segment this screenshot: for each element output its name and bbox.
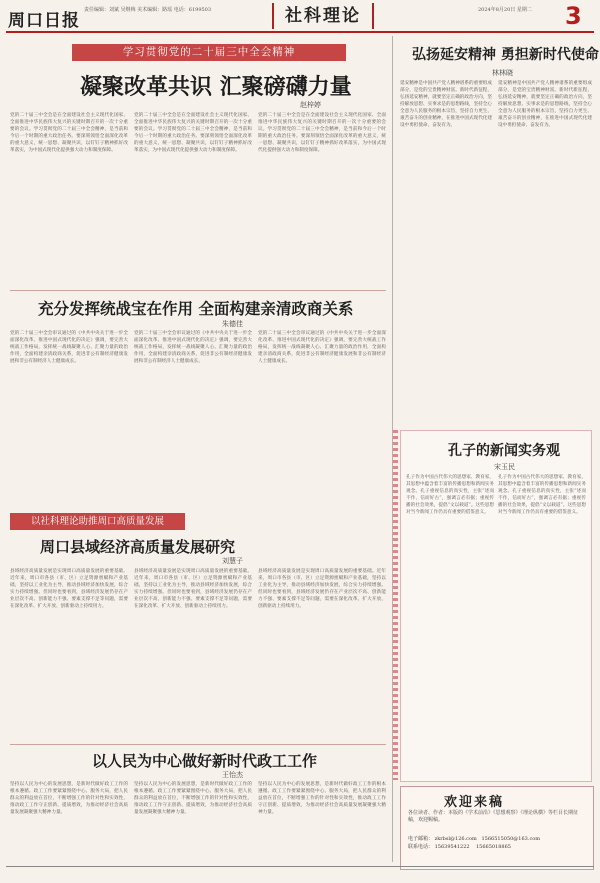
ornament-border	[393, 430, 398, 780]
article2-body-col3: 党的二十届三中全会审议通过的《中共中央关于进一步全面深化改革、推进中国式现代化的决定》强调，要完善大统战工作格局，发挥统一战线凝聚人心、汇聚力量的政治作用，全面构建亲清政商关系，促进非公有制经济健康发展和非公有制经济人士健康成长。	[258, 331, 386, 364]
article2-title[interactable]: 充分发挥统战宝在作用 全面构建亲清政商关系	[38, 299, 354, 318]
masthead: 周口日报	[8, 11, 80, 31]
article1-body-col3: 党的二十届三中全会是在全面建设社会主义现代化国家、全面推进中华民族伟大复兴的关键时期召开的一次十分重要的会议。学习贯彻党的二十届三中全会精神，是当前和今后一个时期的重大政治任务。要深刻领悟全面深化改革的重大意义，统一思想、凝聚共识，以钉钉子精神抓好改革落实，为中国式现代化提供强大动力和制度保障。	[258, 113, 386, 153]
email-label: 电子邮箱：	[408, 836, 434, 842]
welcome-text: 各位读者、作者：本版的《学术前沿》《思想观察》《理论纵横》等栏目长期征稿，欢迎赐稿。	[408, 810, 579, 823]
email-link-2[interactable]: 1566515050@163.com	[481, 836, 540, 842]
article1-title[interactable]: 凝聚改革共识 汇聚磅礴力量	[80, 74, 352, 100]
phone-1: 15639541222	[434, 844, 470, 850]
article1-author: 赵梓婷	[300, 101, 321, 109]
editor-info: 责任编辑：刘斌 吴继梅 美术编辑：路瑶 电话：6199503	[84, 7, 212, 13]
article4-body-col3: 坚持以人民为中心的发展思想，是新时代做好政工工作的根本遵循。政工工作要紧紧围绕中心、服务大局，把人民群众的利益放在首位，不断增强工作的针对性和实效性，推动政工工作守正创新、提质增效，为推动经济社会高质量发展凝聚强大精神力量。	[258, 782, 386, 815]
article1-body-col1: 党的二十届三中全会是在全面建设社会主义现代化国家、全面推进中华民族伟大复兴的关键时期召开的一次十分重要的会议。学习贯彻党的二十届三中全会精神，是当前和今后一个时期的重大政治任务。要深刻领悟全面深化改革的重大意义，统一思想、凝聚共识，以钉钉子精神抓好改革落实，为中国式现代化提供强大动力和制度保障。	[10, 113, 128, 153]
topic-banner: 学习贯彻党的二十届三中全会精神	[72, 44, 346, 61]
welcome-title: 欢迎来稿	[444, 795, 505, 810]
page-number: 3	[565, 2, 582, 30]
section-box	[272, 3, 374, 29]
phone-label: 联系电话：	[408, 844, 434, 850]
section-title: 社科理论	[285, 6, 361, 26]
article4-author: 王怡杰	[222, 771, 243, 779]
article1-body-col2: 党的二十届三中全会是在全面建设社会主义现代化国家、全面推进中华民族伟大复兴的关键时期召开的一次十分重要的会议。学习贯彻党的二十届三中全会精神，是当前和今后一个时期的重大政治任务。要深刻领悟全面深化改革的重大意义，统一思想、凝聚共识，以钉钉子精神抓好改革落实，为中国式现代化提供强大动力和制度保障。	[134, 113, 252, 153]
article5-title[interactable]: 弘扬延安精神 勇担新时代使命	[412, 47, 599, 63]
article5-body-col1: 延安精神是中国共产党人精神谱系的重要组成部分，是党的宝贵精神财富。新时代新征程，弘扬延安精神，就要坚定正确的政治方向，坚持解放思想、实事求是的思想路线，坚持全心全意为人民服务的根本宗旨，坚持自力更生、艰苦奋斗的创业精神，在推进中国式现代化建设中勇担使命、奋发有为。	[400, 81, 492, 128]
article4-title[interactable]: 以人民为中心做好新时代政工工作	[92, 752, 318, 770]
separator	[10, 744, 386, 745]
article6-body-col1: 孔子作为中国古代伟大的思想家、教育家，其思想中蕴含着丰富的传播思想和新闻实务观念。孔子重视信息的真实性，主张“述而不作，信而好古”，强调言必有据；重视传播的社会效果，提倡“文以载道”。这些思想对当今新闻工作仍具有重要的借鉴意义。	[406, 475, 494, 515]
article2-body-col1: 党的二十届三中全会审议通过的《中共中央关于进一步全面深化改革、推进中国式现代化的决定》强调，要完善大统战工作格局，发挥统一战线凝聚人心、汇聚力量的政治作用，全面构建亲清政商关系，促进非公有制经济健康发展和非公有制经济人士健康成长。	[10, 331, 128, 364]
section-banner: 以社科理论助推周口高质量发展	[10, 513, 185, 530]
article3-body-col1: 县域经济高质量发展是实现周口高质量发展的重要基础。近年来，周口市各县（市、区）立足资源禀赋和产业基础，坚持以工业化为主导，推动县域经济加快发展，综合实力持续增强。但同时也要看到，县域经济发展仍存在产业层次不高、创新能力不强、要素支撑不足等问题，需要在深化改革、扩大开放、创新驱动上持续用力。	[10, 569, 128, 609]
header-divider	[6, 31, 594, 33]
article6-title[interactable]: 孔子的新闻实务观	[448, 443, 560, 459]
article4-body-col2: 坚持以人民为中心的发展思想，是新时代做好政工工作的根本遵循。政工工作要紧紧围绕中心、服务大局，把人民群众的利益放在首位，不断增强工作的针对性和实效性，推动政工工作守正创新、提质增效，为推动经济社会高质量发展凝聚强大精神力量。	[134, 782, 252, 815]
article3-body-col3: 县域经济高质量发展是实现周口高质量发展的重要基础。近年来，周口市各县（市、区）立足资源禀赋和产业基础，坚持以工业化为主导，推动县域经济加快发展，综合实力持续增强。但同时也要看到，县域经济发展仍存在产业层次不高、创新能力不强、要素支撑不足等问题，需要在深化改革、扩大开放、创新驱动上持续用力。	[258, 569, 386, 609]
article3-author: 刘慧子	[222, 557, 243, 565]
contact-info	[408, 835, 540, 851]
separator	[10, 290, 386, 291]
article2-author: 朱德佳	[222, 320, 243, 328]
email-link[interactable]: zkrbsl@126.com	[434, 836, 477, 842]
article6-body-col2: 孔子作为中国古代伟大的思想家、教育家，其思想中蕴含着丰富的传播思想和新闻实务观念。孔子重视信息的真实性，主张“述而不作，信而好古”，强调言必有据；重视传播的社会效果，提倡“文以载道”。这些思想对当今新闻工作仍具有重要的借鉴意义。	[498, 475, 586, 515]
article2-body-col2: 党的二十届三中全会审议通过的《中共中央关于进一步全面深化改革、推进中国式现代化的决定》强调，要完善大统战工作格局，发挥统一战线凝聚人心、汇聚力量的政治作用，全面构建亲清政商关系，促进非公有制经济健康发展和非公有制经济人士健康成长。	[134, 331, 252, 364]
date-info: 2024年8月20日 星期二	[478, 7, 532, 13]
article6-author: 宋玉民	[494, 463, 515, 471]
article5-author: 林林晓	[492, 69, 513, 77]
page-header	[0, 0, 600, 42]
phone-2: 15665018865	[475, 844, 511, 850]
article3-body-col2: 县域经济高质量发展是实现周口高质量发展的重要基础。近年来，周口市各县（市、区）立足资源禀赋和产业基础，坚持以工业化为主导，推动县域经济加快发展，综合实力持续增强。但同时也要看到，县域经济发展仍存在产业层次不高、创新能力不强、要素支撑不足等问题，需要在深化改革、扩大开放、创新驱动上持续用力。	[134, 569, 252, 609]
article3-title[interactable]: 周口县域经济高质量发展研究	[40, 538, 236, 556]
article5-body-col2: 延安精神是中国共产党人精神谱系的重要组成部分，是党的宝贵精神财富。新时代新征程，弘扬延安精神，就要坚定正确的政治方向，坚持解放思想、实事求是的思想路线，坚持全心全意为人民服务的根本宗旨，坚持自力更生、艰苦奋斗的创业精神，在推进中国式现代化建设中勇担使命、奋发有为。	[498, 81, 592, 128]
footer-line	[6, 866, 594, 867]
article4-body-col1: 坚持以人民为中心的发展思想，是新时代做好政工工作的根本遵循。政工工作要紧紧围绕中心、服务大局，把人民群众的利益放在首位，不断增强工作的针对性和实效性，推动政工工作守正创新、提质增效，为推动经济社会高质量发展凝聚强大精神力量。	[10, 782, 128, 815]
